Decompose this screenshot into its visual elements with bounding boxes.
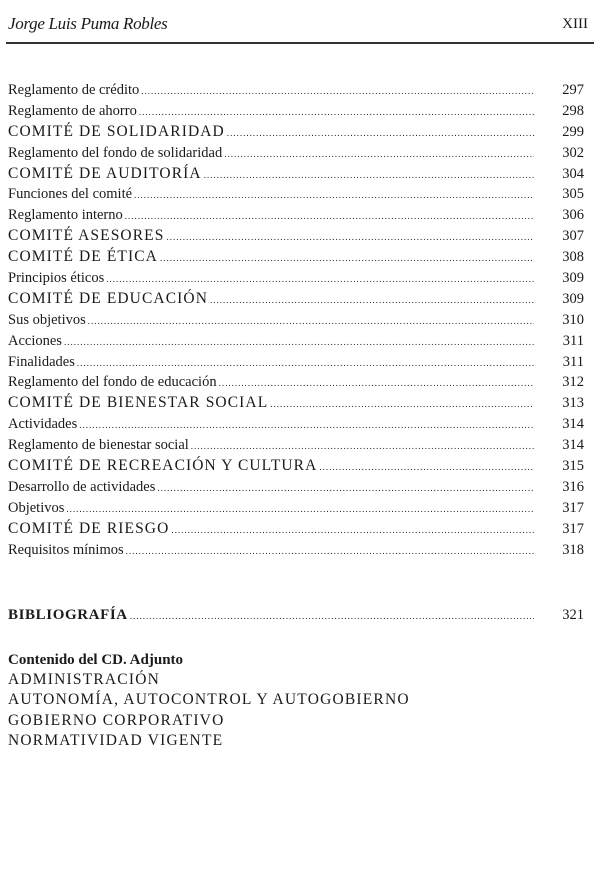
toc-entry-page: 321 — [562, 607, 584, 623]
toc-entry-page: 304 — [562, 165, 584, 182]
toc-entry[interactable] — [8, 184, 584, 205]
dot-leader — [125, 206, 534, 227]
toc-entry-label: COMITÉ DE SOLIDARIDAD — [8, 122, 225, 140]
toc-entry-page: 299 — [562, 123, 584, 140]
toc-entry-page: 315 — [562, 458, 584, 475]
cd-item: ADMINISTRACIÓN — [8, 671, 160, 688]
toc-entry[interactable] — [8, 164, 584, 185]
toc-entry-page: 317 — [562, 499, 584, 516]
dot-leader — [319, 457, 534, 478]
toc-entry-page: 314 — [562, 416, 584, 433]
toc-entry-label: Finalidades — [8, 353, 75, 370]
dot-leader — [88, 311, 534, 332]
table-of-contents — [8, 80, 584, 560]
dot-leader — [227, 123, 534, 144]
dot-leader — [160, 248, 534, 269]
toc-entry-page: 307 — [562, 228, 584, 245]
toc-entry-page: 314 — [562, 437, 584, 454]
toc-entry-page: 305 — [562, 186, 584, 203]
toc-entry-page: 311 — [562, 332, 584, 349]
toc-entry[interactable] — [8, 247, 584, 268]
cd-item: AUTONOMÍA, AUTOCONTROL Y AUTOGOBIERNO — [8, 691, 410, 709]
toc-entry-label: Objetivos — [8, 499, 65, 516]
toc-entry-label: Reglamento del fondo de educación — [8, 374, 217, 391]
toc-entry-label: COMITÉ DE ÉTICA — [8, 248, 158, 266]
toc-entry[interactable] — [8, 393, 584, 414]
toc-entry-label: Reglamento de bienestar social — [8, 437, 189, 454]
toc-entry-label: Reglamento de ahorro — [8, 102, 137, 119]
dot-leader — [64, 332, 534, 353]
toc-entry-label: COMITÉ DE BIENESTAR SOCIAL — [8, 394, 269, 412]
toc-entry-page: 316 — [562, 478, 584, 495]
toc-entry-page: 318 — [562, 541, 584, 558]
dot-leader — [79, 415, 534, 436]
toc-entry[interactable] — [8, 519, 584, 540]
toc-entry[interactable] — [8, 414, 584, 435]
toc-entry-label: BIBLIOGRAFÍA — [8, 607, 128, 623]
toc-entry-page: 306 — [562, 207, 584, 224]
dot-leader — [139, 102, 534, 123]
toc-entry[interactable] — [8, 540, 584, 561]
toc-entry[interactable] — [8, 435, 584, 456]
dot-leader — [134, 185, 534, 206]
dot-leader — [77, 353, 534, 374]
toc-entry-page: 297 — [562, 82, 584, 98]
dot-leader — [106, 269, 534, 290]
toc-entry[interactable] — [8, 80, 584, 101]
toc-entry-page: 302 — [562, 144, 584, 161]
dot-leader — [171, 520, 534, 541]
toc-entry[interactable] — [8, 268, 584, 289]
dot-leader — [224, 144, 534, 165]
toc-entry-page: 309 — [562, 270, 584, 287]
cd-contents — [8, 650, 410, 751]
dot-leader — [270, 394, 534, 415]
toc-entry-bibliography[interactable] — [8, 605, 584, 626]
dot-leader — [204, 165, 534, 186]
toc-entry-page: 298 — [562, 102, 584, 119]
toc-entry[interactable] — [8, 226, 584, 247]
toc-entry-label: Principios éticos — [8, 270, 105, 287]
toc-entry-label: Reglamento de crédito — [8, 82, 140, 98]
dot-leader — [141, 81, 534, 102]
toc-entry-label: Sus objetivos — [8, 311, 86, 328]
toc-entry-label: COMITÉ DE EDUCACIÓN — [8, 289, 208, 307]
toc-entry[interactable] — [8, 122, 584, 143]
toc-entry-label: COMITÉ DE AUDITORÍA — [8, 164, 202, 182]
toc-entry-label: Acciones — [8, 332, 62, 349]
toc-entry[interactable] — [8, 101, 584, 122]
toc-entry[interactable] — [8, 456, 584, 477]
toc-entry-label: Reglamento del fondo de solidaridad — [8, 144, 223, 161]
dot-leader — [130, 606, 534, 627]
toc-entry[interactable] — [8, 143, 584, 164]
dot-leader — [219, 373, 534, 394]
toc-entry-label: COMITÉ ASESORES — [8, 227, 165, 245]
toc-entry-label: Funciones del comité — [8, 186, 133, 203]
dot-leader — [191, 436, 534, 457]
dot-leader — [126, 541, 534, 562]
dot-leader — [157, 478, 534, 499]
dot-leader — [66, 499, 534, 520]
dot-leader — [166, 227, 534, 248]
running-header-author: Jorge Luis Puma Robles — [8, 14, 168, 33]
toc-entry-page: 313 — [562, 395, 584, 412]
cd-item: GOBIERNO CORPORATIVO — [8, 711, 225, 729]
toc-entry-label: Actividades — [8, 416, 78, 433]
toc-entry-page: 308 — [562, 249, 584, 266]
dot-leader — [210, 290, 534, 311]
toc-entry[interactable] — [8, 205, 584, 226]
toc-entry[interactable] — [8, 289, 584, 310]
toc-entry-page: 310 — [562, 311, 584, 328]
toc-entry-page: 309 — [562, 290, 584, 307]
toc-entry-label: Requisitos mínimos — [8, 541, 124, 558]
toc-entry-label: Desarrollo de actividades — [8, 478, 156, 495]
header-rule — [6, 42, 594, 44]
toc-entry[interactable] — [8, 352, 584, 373]
cd-contents-title: Contenido del CD. Adjunto — [8, 652, 184, 668]
toc-entry-page: 311 — [562, 353, 584, 370]
toc-entry-label: COMITÉ DE RIESGO — [8, 519, 170, 537]
toc-entry-page: 312 — [562, 374, 584, 391]
toc-entry[interactable] — [8, 477, 584, 498]
toc-entry[interactable] — [8, 498, 584, 519]
cd-item: NORMATIVIDAD VIGENTE — [8, 731, 224, 749]
toc-entry[interactable] — [8, 331, 584, 352]
toc-entry[interactable] — [8, 310, 584, 331]
running-header-page-number: XIII — [562, 16, 588, 32]
toc-entry[interactable] — [8, 372, 584, 393]
toc-entry-label: Reglamento interno — [8, 207, 123, 224]
toc-entry-page: 317 — [562, 520, 584, 537]
toc-entry-label: COMITÉ DE RECREACIÓN Y CULTURA — [8, 457, 318, 475]
